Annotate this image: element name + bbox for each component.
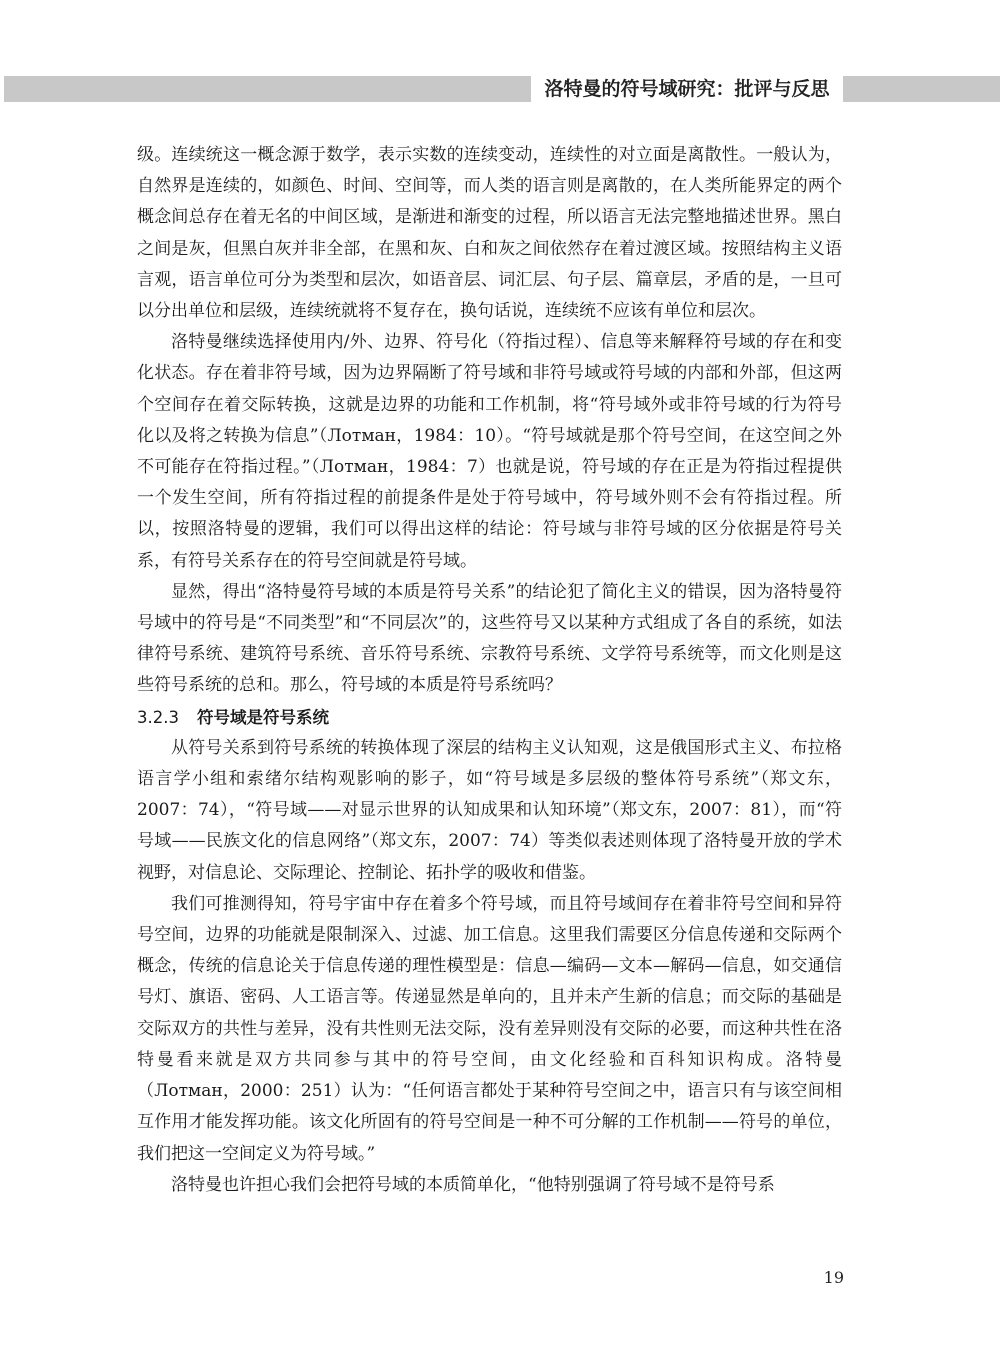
paragraph-2: 洛特曼继续选择使用内/外、边界、符号化（符指过程）、信息等来解释符号域的存在和变化状态。存在着非符号域，因为边界隔断了符号域和非符号域或符号域的内部和外部，但这两个空间存在着交际转换，这就是边界的功能和工作机制，将“符号域外或非符号域的行为符号化以及将之转换为信息”（Лотман，1984：10）。“符号域就是那个符号空间，在这空间之外不可能存在符指过程。”（Лотман，1984：7）也就是说，符号域的存在正是为符指过程提供一个发生空间，所有符指过程的前提条件是处于符号域中，符号域外则不会有符指过程。所以，按照洛特曼的逻辑，我们可以得出这样的结论：符号域与非符号域的区分依据是符号关系，有符号关系存在的符号空间就是符号域。: [137, 332, 842, 571]
paragraph-4: 从符号关系到符号系统的转换体现了深层的结构主义认知观，这是俄国形式主义、布拉格语言学小组和索绪尔结构观影响的影子，如“符号域是多层级的整体符号系统”（郑文东，2007：74），“符号域——对显示世界的认知成果和认知环境”（郑文东，2007：81），而“符号域——民族文化的信息网络”（郑文东，2007：74）等类似表述则体现了洛特曼开放的学术视野，对信息论、交际理论、控制论、拓扑学的吸收和借鉴。: [137, 737, 842, 883]
running-header-title: 洛特曼的符号域研究：批评与反思: [544, 78, 830, 100]
section-title: 符号域是符号系统: [196, 707, 329, 727]
header-band: [4, 76, 1000, 102]
section-number: 3.2.3: [137, 707, 179, 727]
paragraph-3: 显然，得出“洛特曼符号域的本质是符号关系”的结论犯了简化主义的错误，因为洛特曼符号域中的符号是“不同类型”和“不同层次”的，这些符号又以某种方式组成了各自的系统，如法律符号系统、建筑符号系统、音乐符号系统、宗教符号系统、文学符号系统等，而文化则是这些符号系统的总和。那么，符号域的本质是符号系统吗？: [137, 581, 842, 696]
page-number: 19: [823, 1268, 844, 1287]
paragraph-6: 洛特曼也许担心我们会把符号域的本质简单化，“他特别强调了符号域不是符号系: [171, 1174, 775, 1195]
paragraph-1: 级。连续统这一概念源于数学，表示实数的连续变动，连续性的对立面是离散性。一般认为，自然界是连续的，如颜色、时间、空间等，而人类的语言则是离散的，在人类所能界定的两个概念间总存在着无名的中间区域，是渐进和渐变的过程，所以语言无法完整地描述世界。黑白之间是灰，但黑白灰并非全部，在黑和灰、白和灰之间依然存在着过渡区域。按照结构主义语言观，语言单位可分为类型和层次，如语音层、词汇层、句子层、篇章层，矛盾的是，一旦可以分出单位和层级，连续统就将不复存在，换句话说，连续统不应该有单位和层次。: [137, 145, 842, 322]
paragraph-5: 我们可推测得知，符号宇宙中存在着多个符号域，而且符号域间存在着非符号空间和异符号空间，边界的功能就是限制深入、过滤、加工信息。这里我们需要区分信息传递和交际两个概念，传统的信息论关于信息传递的理性模型是：信息—编码—文本—解码—信息，如交通信号灯、旗语、密码、人工语言等。传递显然是单向的，且并未产生新的信息；而交际的基础是交际双方的共性与差异，没有共性则无法交际，没有差异则没有交际的必要，而这种共性在洛特曼看来就是双方共同参与其中的符号空间，由文化经验和百科知识构成。洛特曼（Лотман，2000：251）认为：“任何语言都处于某种符号空间之中，语言只有与该空间相互作用才能发挥功能。该文化所固有的符号空间是一种不可分解的工作机制——符号的单位，我们把这一空间定义为符号域。”: [137, 893, 842, 1164]
section-heading: [137, 702, 842, 733]
main-body: [137, 140, 842, 1201]
